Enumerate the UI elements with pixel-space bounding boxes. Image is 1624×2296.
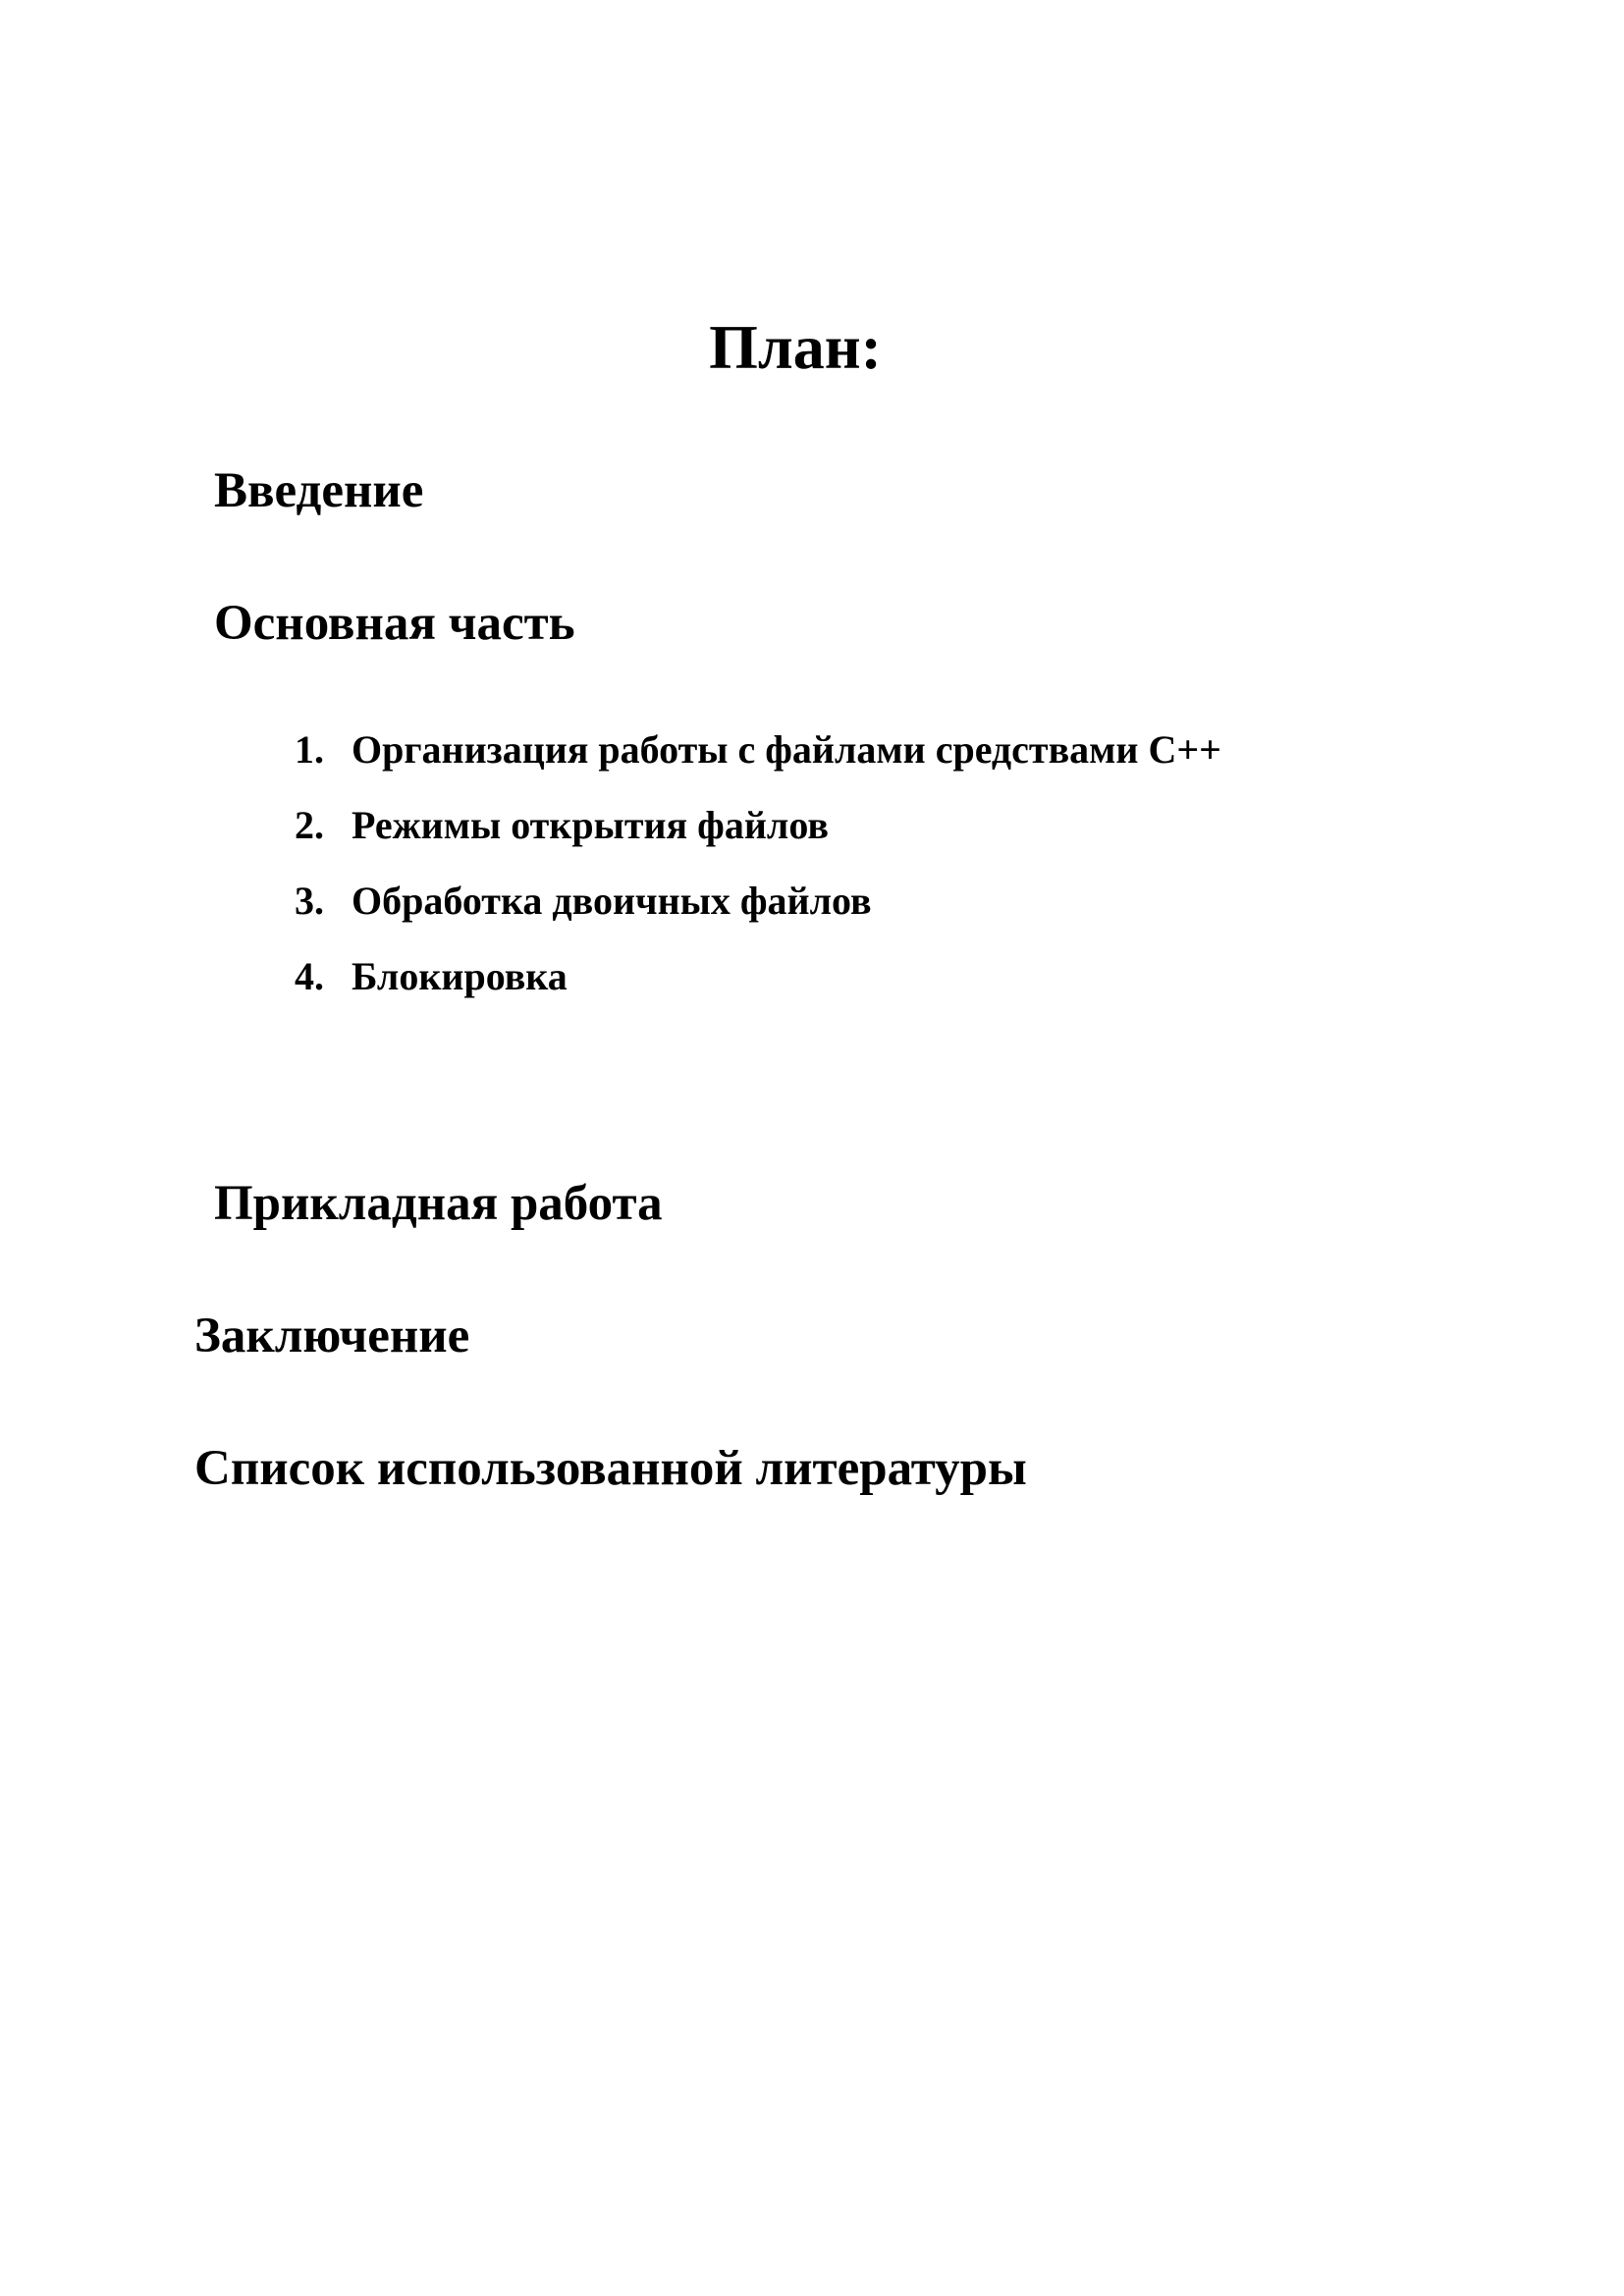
list-item — [295, 947, 1221, 1023]
list-item-text: Обработка двоичных файлов — [352, 879, 872, 923]
page-title: План: — [709, 312, 882, 382]
list-item-text: Режимы открытия файлов — [352, 803, 829, 847]
list-item-text: Блокировка — [352, 954, 568, 998]
list-item-number: 4. — [295, 954, 324, 998]
list-item-text: Организация работы с файлами средствами C++ — [352, 727, 1221, 772]
list-item — [295, 721, 1221, 796]
main-part-list — [295, 721, 1221, 1023]
section-conclusion: Заключение — [194, 1308, 470, 1363]
section-intro: Введение — [214, 463, 424, 518]
section-applied: Прикладная работа — [214, 1176, 663, 1231]
section-main: Основная часть — [214, 596, 575, 651]
list-item-number: 3. — [295, 879, 324, 923]
section-references: Список использованной литературы — [194, 1441, 1027, 1496]
list-item — [295, 872, 1221, 947]
list-item-number: 2. — [295, 803, 324, 847]
list-item-number: 1. — [295, 727, 324, 772]
list-item — [295, 796, 1221, 872]
